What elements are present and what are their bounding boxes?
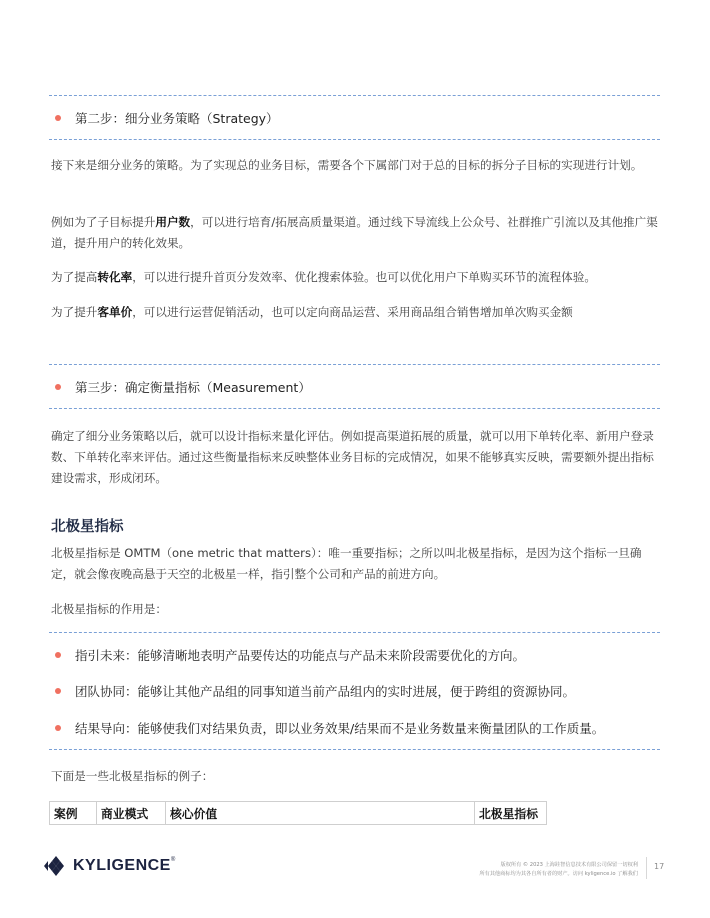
north-star-definition: 北极星指标是 OMTM（one metric that matters）：唯一重要指标；之所以叫北极星指标，是因为这个指标一旦确定，就会像夜晚高悬于天空的北极星一样，指引整个公司和产品的前进方向。 <box>51 546 642 581</box>
footer-divider <box>646 857 647 879</box>
bullet-icon <box>55 652 61 658</box>
kyligence-logo-icon <box>44 855 68 877</box>
step3-callout <box>49 364 660 409</box>
copyright-line-2: 所有其他商标均为其各自所有者的财产。访问 kyligence.io 了解我们 <box>479 871 638 877</box>
step2-title: 第二步：细分业务策略（Strategy） <box>75 111 279 126</box>
examples-intro: 下面是一些北极星指标的例子： <box>51 769 214 783</box>
role-item <box>49 680 660 702</box>
column-header-core-value: 核心价值 <box>166 802 475 825</box>
role-text: 结果导向：能够使我们对结果负责，即以业务效果/结果而不是业务数量来衡量团队的工作质量。 <box>75 721 605 736</box>
step3-title: 第三步：确定衡量指标（Measurement） <box>75 380 311 395</box>
step2-callout <box>49 95 660 140</box>
role-text: 团队协同：能够让其他产品组的同事知道当前产品组内的实时进展，便于跨组的资源协同。 <box>75 684 576 699</box>
page-number: 17 <box>654 862 665 871</box>
table-header-row <box>50 802 547 825</box>
emphasis-order-value: 客单价 <box>97 305 133 319</box>
emphasis-conversion-rate: 转化率 <box>97 270 133 284</box>
bullet-icon <box>55 115 61 121</box>
bullet-icon <box>55 725 61 731</box>
north-star-examples-table <box>49 801 547 825</box>
bullet-icon <box>55 688 61 694</box>
kyligence-logo <box>44 855 176 877</box>
step3-paragraph: 确定了细分业务策略以后，就可以设计指标来量化评估。例如提高渠道拓展的质量，就可以用下单转化率、新用户登录数、下单转化率来评估。通过这些衡量指标来反映整体业务目标的完成情况，如果不能够真实反映，需要额外提出指标建设需求，形成闭环。 <box>51 429 654 485</box>
logo-wordmark: KYLIGENCE® <box>73 857 176 874</box>
role-text: 指引未来：能够清晰地表明产品要传达的功能点与产品未来阶段需要优化的方向。 <box>75 648 526 663</box>
role-item <box>49 717 660 739</box>
column-header-business-model: 商业模式 <box>97 802 166 825</box>
step2-paragraph-3: 为了提高转化率，可以进行提升首页分发效率、优化搜索体验。也可以优化用户下单购买环节的流程体验。 <box>51 270 596 284</box>
north-star-roles-callout <box>49 632 660 750</box>
step2-paragraph-2: 例如为了子目标提升用户数，可以进行培育/拓展高质量渠道。通过线下导流线上公众号、社群推广引流以及其他推广渠道，提升用户的转化效果。 <box>51 215 658 250</box>
column-header-north-star-metric: 北极星指标 <box>475 802 547 825</box>
north-star-role-intro: 北极星指标的作用是： <box>51 602 167 616</box>
step2-paragraph-1: 接下来是细分业务的策略。为了实现总的业务目标，需要各个下属部门对于总的目标的拆分子目标的实现进行计划。 <box>51 158 643 172</box>
bullet-icon <box>55 384 61 390</box>
copyright-line-1: 版权所有 © 2023 上海跬智信息技术有限公司保留一切权利 <box>500 862 638 868</box>
step2-paragraph-4: 为了提升客单价，可以进行运营促销活动，也可以定向商品运营、采用商品组合销售增加单次购买金额 <box>51 305 573 319</box>
north-star-heading: 北极星指标 <box>51 519 124 535</box>
emphasis-user-count: 用户数 <box>155 215 191 229</box>
role-item <box>49 644 660 666</box>
column-header-case: 案例 <box>50 802 97 825</box>
